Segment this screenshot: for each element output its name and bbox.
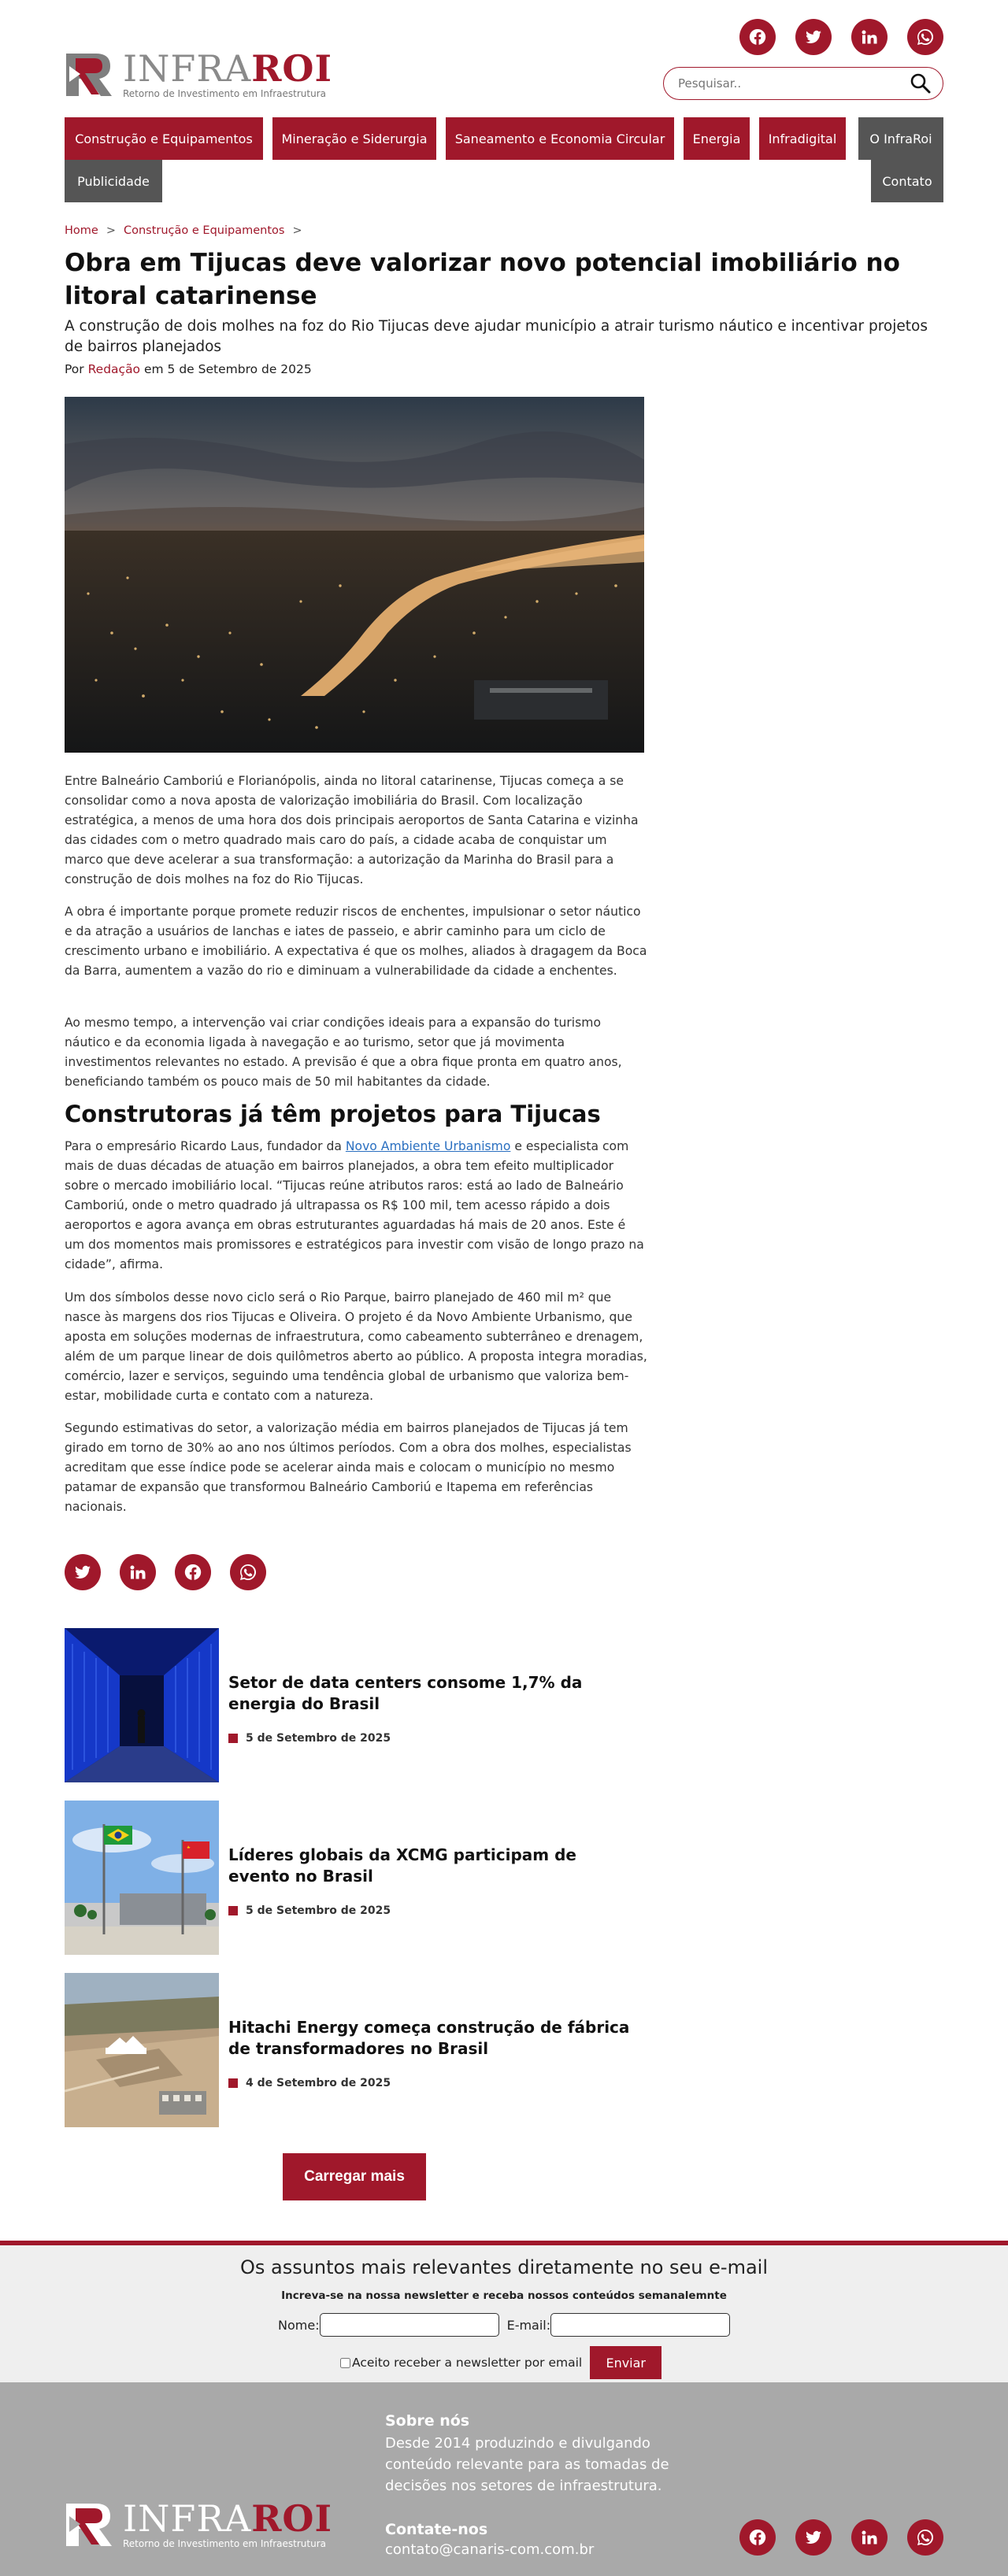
related-post[interactable] — [65, 1801, 647, 1955]
logo-mark-icon — [65, 50, 118, 99]
byline-prefix: Por — [65, 362, 84, 376]
name-field[interactable] — [320, 2313, 499, 2337]
footer-about-title: Sobre nós — [385, 2412, 470, 2430]
date-marker-icon — [228, 1906, 238, 1915]
related-post-thumbnail[interactable] — [65, 1628, 219, 1782]
twitter-icon[interactable] — [795, 2519, 832, 2556]
breadcrumb — [65, 224, 310, 237]
article-paragraph: Entre Balneário Camboriú e Florianópolis, ainda no litoral catarinense, Tijucas começa a se consolidar como a nova aposta de valorização imobiliária do Brasil. Com localização estratégica, a menos de uma hora dos dois principais aeroportos de Santa Catarina e vizinha das cidades com o metro quadrado mais caro do país, a cidade acaba de conquistar um marco que deve acelerar a sua transformação: a autorização da Marinha do Brasil para a construção de dois molhes na foz do Rio Tijucas. — [65, 774, 639, 886]
article-paragraph: Ao mesmo tempo, a intervenção vai criar condições ideais para a expansão do turismo náutico e da economia ligada à navegação e ao turismo, setor que já movimenta investimentos relevantes no estado. A previsão é que a obra fique pronta em quatro anos, beneficiando também os pouco mais de 50 mil habitantes da cidade. — [65, 1016, 622, 1089]
twitter-icon[interactable] — [65, 1554, 101, 1590]
related-post-date-text: 4 de Setembro de 2025 — [246, 2077, 391, 2089]
article-title: Obra em Tijucas deve valorizar novo potencial imobiliário no litoral catarinense — [65, 249, 900, 310]
related-post-date — [228, 1904, 391, 1917]
logo-tagline: Retorno de Investimento em Infraestrutura — [123, 88, 327, 99]
facebook-icon[interactable] — [175, 1554, 211, 1590]
article-section-heading: Construtoras já têm projetos para Tijucas — [65, 1101, 601, 1127]
related-post-title[interactable]: Líderes globais da XCMG participam de evento no Brasil — [228, 1845, 576, 1886]
breadcrumb-separator: > — [292, 224, 302, 237]
facebook-icon[interactable] — [739, 19, 776, 55]
related-post-title[interactable]: Hitachi Energy começa construção de fábrica de transformadores no Brasil — [228, 2018, 630, 2058]
article-share-links — [65, 1554, 266, 1590]
linkedin-icon[interactable] — [120, 1554, 156, 1590]
novo-ambiente-link[interactable]: Novo Ambiente Urbanismo — [345, 1139, 511, 1153]
article-hero-image — [65, 397, 644, 753]
email-field[interactable] — [550, 2313, 730, 2337]
load-more-button[interactable]: Carregar mais — [283, 2153, 426, 2200]
search-box — [663, 67, 943, 100]
site-footer — [0, 2382, 1008, 2576]
date-marker-icon — [228, 2078, 238, 2088]
logo-wordmark: INFRAROI — [123, 2497, 333, 2540]
article-byline — [65, 362, 312, 376]
nav-item-publicidade[interactable]: Publicidade — [65, 160, 162, 202]
footer-contact-title: Contate-nos — [385, 2521, 488, 2538]
whatsapp-icon[interactable] — [230, 1554, 266, 1590]
breadcrumb-home[interactable]: Home — [65, 224, 98, 237]
logo-tagline: Retorno de Investimento em Infraestrutura — [123, 2538, 327, 2549]
footer-social-links — [739, 2519, 943, 2556]
related-post-thumbnail[interactable] — [65, 1801, 219, 1955]
article-paragraph — [65, 1137, 647, 1275]
facebook-icon[interactable] — [739, 2519, 776, 2556]
linkedin-icon[interactable] — [851, 2519, 888, 2556]
whatsapp-icon[interactable] — [907, 19, 943, 55]
footer-contact-email[interactable]: contato@canaris-com.com.br — [385, 2541, 595, 2558]
nav-item-infradigital[interactable]: Infradigital — [759, 117, 846, 160]
email-label: E-mail: — [506, 2317, 551, 2333]
logo-mark-icon — [65, 2500, 118, 2549]
related-post[interactable] — [65, 1628, 647, 1782]
newsletter-consent-row — [340, 2346, 662, 2379]
site-logo[interactable] — [65, 47, 333, 99]
consent-checkbox[interactable] — [340, 2358, 350, 2368]
footer-about-text: Desde 2014 produzindo e divulgando conteúdo relevante para as tomadas de decisões nos setores de infraestrutura. — [385, 2435, 669, 2494]
name-label: Nome: — [278, 2317, 320, 2333]
related-post-date — [228, 1732, 391, 1745]
article-paragraph: A obra é importante porque promete reduzir riscos de enchentes, impulsionar o setor náutico e da atração a usuários de lanchas e iates de passeio, e abrir caminho para um ciclo de crescimento urbano e imobiliário. A expectativa é que os molhes, aliados à dragagem da Boca da Barra, aumentem a vazão do rio e diminuam a vulnerabilidade da cidade a enchentes. — [65, 905, 647, 978]
related-post-date — [228, 2077, 391, 2089]
twitter-icon[interactable] — [795, 19, 832, 55]
related-post-title[interactable]: Setor de data centers consome 1,7% da energia do Brasil — [228, 1673, 583, 1713]
search-input[interactable] — [678, 76, 906, 91]
related-post-thumbnail[interactable] — [65, 1973, 219, 2127]
related-post[interactable] — [65, 1973, 647, 2127]
nav-item-o-infraroi[interactable]: O InfraRoi — [858, 117, 943, 160]
newsletter-title: Os assuntos mais relevantes diretamente no seu e-mail — [239, 2256, 768, 2278]
breadcrumb-separator: > — [106, 224, 116, 237]
consent-label: Aceito receber a newsletter por email — [352, 2356, 583, 2370]
nav-item-mineracao[interactable]: Mineração e Siderurgia — [272, 117, 436, 160]
nav-item-contato[interactable]: Contato — [871, 160, 943, 202]
whatsapp-icon[interactable] — [907, 2519, 943, 2556]
header-social-links — [739, 19, 943, 55]
breadcrumb-category[interactable]: Construção e Equipamentos — [123, 224, 285, 237]
nav-item-construcao[interactable]: Construção e Equipamentos — [65, 117, 263, 160]
newsletter-subtitle: Increva-se na nossa newsletter e receba nossos conteúdos semanalemnte — [281, 2289, 727, 2302]
search-icon[interactable] — [910, 72, 932, 94]
related-post-date-text: 5 de Setembro de 2025 — [246, 1904, 391, 1917]
paragraph-text: Para o empresário Ricardo Laus, fundador da — [65, 1139, 346, 1153]
logo-wordmark: INFRAROI — [123, 47, 333, 90]
footer-logo[interactable] — [65, 2497, 333, 2549]
article-paragraph: Um dos símbolos desse novo ciclo será o Rio Parque, bairro planejado de 460 mil m² que nasce às margens dos rios Tijucas e Oliveira. O projeto é da Novo Ambiente Urbanismo, que aposta em soluções modernas de infraestrutura, como cabeamento subterrâneo e drenagem, além de um parque linear de dois quilômetros aberto ao público. A proposta integra moradias, comércio, lazer e serviços, seguindo uma tendência global de urbanismo que valoriza bem-estar, mobilidade curta e contato com a natureza. — [65, 1290, 647, 1403]
nav-item-saneamento[interactable]: Saneamento e Economia Circular — [446, 117, 674, 160]
article-date: em 5 de Setembro de 2025 — [143, 362, 312, 376]
date-marker-icon — [228, 1734, 238, 1743]
send-button[interactable]: Enviar — [590, 2346, 662, 2379]
main-nav — [65, 117, 943, 204]
related-post-date-text: 5 de Setembro de 2025 — [246, 1732, 391, 1745]
nav-item-energia[interactable]: Energia — [684, 117, 750, 160]
newsletter-section — [0, 2241, 1008, 2382]
paragraph-text: e especialista com mais de duas décadas de atuação em bairros planejados, a obra tem efeito multiplicador sobre o mercado imobiliário local. “Tijucas reúne atributos raros: está ao lado de Balneário Camboriú, onde o metro quadrado já ultrapassa os R$ 100 mil, tem acesso rápido a dois aeroportos e agora avança em obras estruturantes aguardadas há mais de 20 anos. Este é um dos momentos mais promissores e estratégicos para investir com visão de longo prazo na cidade”, afirma. — [65, 1139, 644, 1271]
author-link[interactable]: Redação — [87, 362, 141, 376]
newsletter-form — [278, 2313, 730, 2337]
linkedin-icon[interactable] — [851, 19, 888, 55]
article-paragraph: Segundo estimativas do setor, a valorização média em bairros planejados de Tijucas já tem girado em torno de 30% ao ano nos últimos períodos. Com a obra dos molhes, especialistas acreditam que esse índice pode se acelerar ainda mais e colocam o município no mesmo patamar de expansão que transformou Balneário Camboriú e Itapema em referências nacionais. — [65, 1421, 632, 1514]
article-subtitle: A construção de dois molhes na foz do Rio Tijucas deve ajudar município a atrair turismo náutico e incentivar projetos de bairros planejados — [65, 318, 928, 355]
